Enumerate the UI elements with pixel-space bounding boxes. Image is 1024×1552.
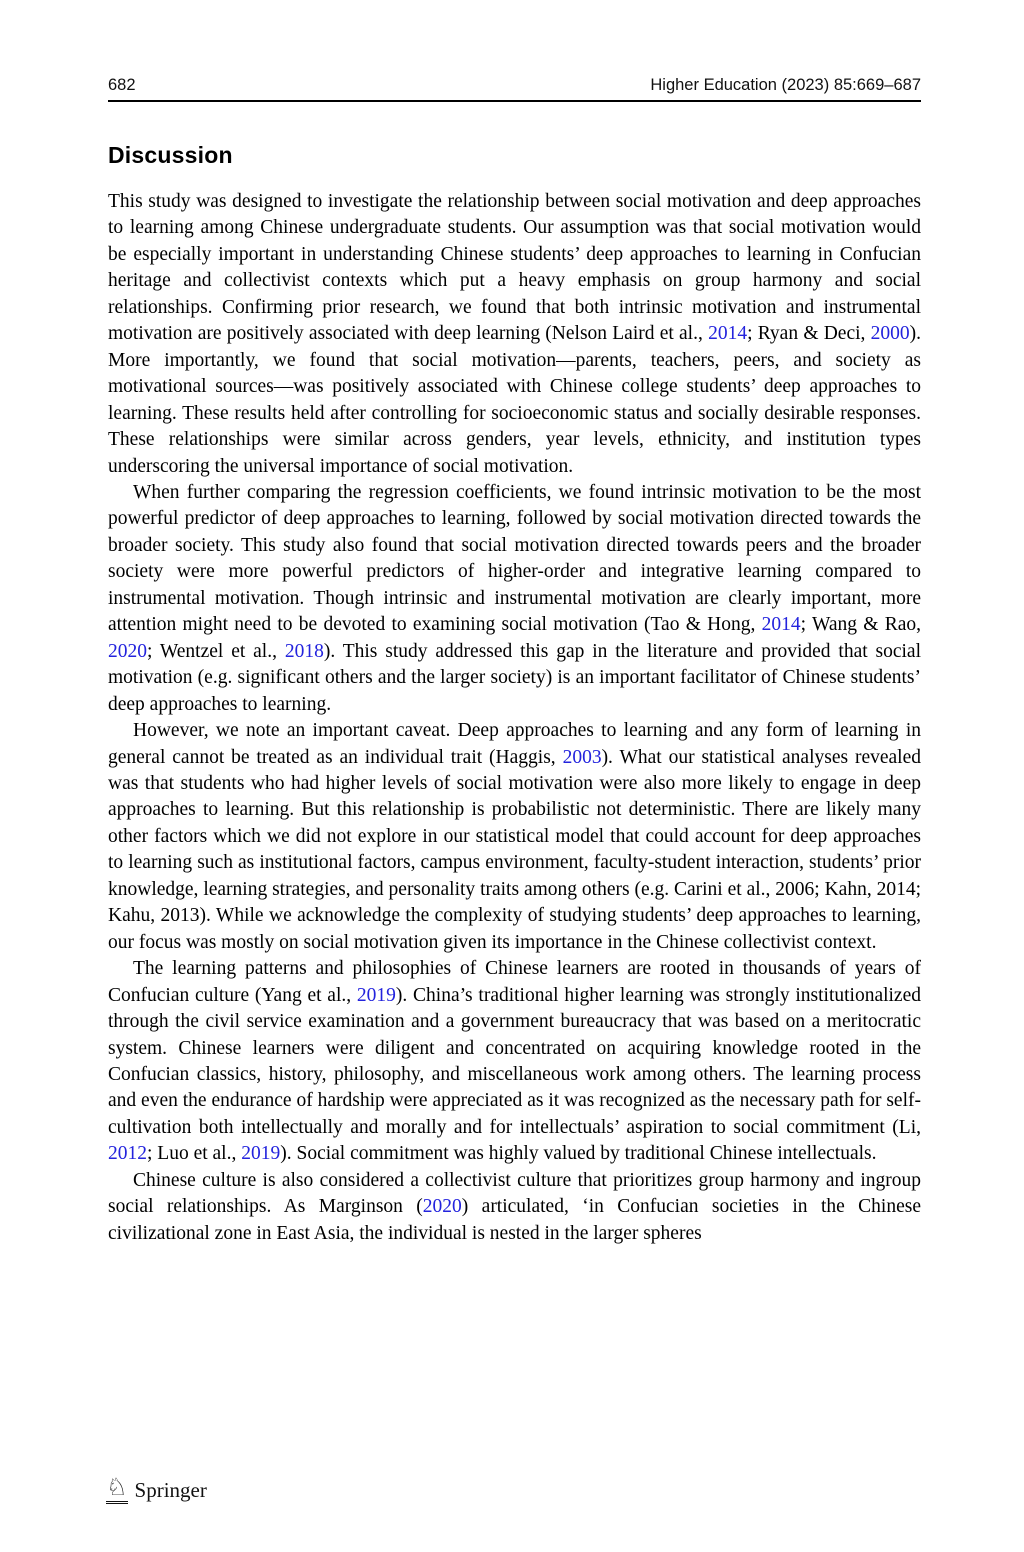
citation-link[interactable]: 2003 <box>562 746 602 768</box>
citation-link[interactable]: 2000 <box>870 323 910 345</box>
paragraph <box>108 480 921 718</box>
paragraph-text: However, we note an important caveat. Deep approaches to learning and any form of learning in general cannot be treated as an individual trait (Haggis, <box>108 720 921 768</box>
paragraph-text: The learning patterns and philosophies of Chinese learners are rooted in thousands of years of Confucian culture (Yang et al., <box>108 958 921 1006</box>
paragraph-text: ). China’s traditional higher learning was strongly institutionalized through the civil service examination and a government bureaucracy that was based on a meritocratic system. Chinese learners were diligent and concentrated on acquiring knowledge rooted in the Confucian classics, history, philosophy, and miscellaneous work among others. The learning process and even the endurance of hardship were appreciated as it was recognized as the necessary path for self-cultivation both intellectually and morally and for intellectuals’ aspiration to social commitment (Li, <box>108 984 921 1138</box>
page-header <box>108 76 921 95</box>
page-number: 682 <box>108 76 136 94</box>
paragraph-text: ; Luo et al., <box>147 1143 242 1165</box>
paragraph <box>108 1168 921 1247</box>
paragraph-text: ). More importantly, we found that social motivation—parents, teachers, peers, and society as motivational sources—was positively associated with Chinese college students’ deep approaches to learning. These results held after controlling for socioeconomic status and socially desirable responses. These relationships were similar across genders, year levels, ethnicity, and institution types underscoring the universal importance of social motivation. <box>108 323 921 477</box>
section-title: Discussion <box>108 142 233 169</box>
paragraph-text: This study was designed to investigate the relationship between social motivation and deep approaches to learning among Chinese undergraduate students. Our assumption was that social motivation would be especially important in understanding Chinese students’ deep approaches to learning in Confucian heritage and collectivist contexts which put a heavy emphasis on group harmony and social relationships. Confirming prior research, we found that both intrinsic motivation and instrumental motivation are positively associated with deep learning (Nelson Laird et al., <box>108 191 921 345</box>
citation-link[interactable]: 2014 <box>761 614 801 636</box>
paragraph-text: ; Wang & Rao, <box>800 614 921 636</box>
springer-horse-icon: ♘ <box>106 1476 128 1504</box>
paragraph-text: ; Ryan & Deci, <box>747 323 871 345</box>
paragraph-text: When further comparing the regression coefficients, we found intrinsic motivation to be the most powerful predictor of deep approaches to learning, followed by social motivation directed towards the broader society. This study also found that social motivation directed towards peers and the broader society were more powerful predictors of higher-order and integrative learning compared to instrumental motivation. Though intrinsic and instrumental motivation are clearly important, more attention might need to be devoted to examining social motivation (Tao & Hong, <box>108 481 921 636</box>
citation-link[interactable]: 2014 <box>708 323 748 345</box>
header-divider <box>108 100 921 102</box>
paragraph <box>108 189 921 480</box>
paragraph-text: ). What our statistical analyses revealed was that students who had higher levels of social motivation were also more likely to engage in deep approaches to learning. But this relationship is probabilistic not deterministic. There are likely many other factors which we did not explore in our statistical model that could account for deep approaches to learning such as institutional factors, campus environment, faculty-student interaction, students’ prior knowledge, learning strategies, and personality traits among others (e.g. Carini et al., 2006; Kahn, 2014; Kahu, 2013). While we acknowledge the complexity of studying students’ deep approaches to learning, our focus was mostly on social motivation given its importance in the Chinese collectivist context. <box>108 746 921 953</box>
citation-link[interactable]: 2020 <box>422 1196 462 1218</box>
citation-link[interactable]: 2018 <box>284 640 324 662</box>
paragraph-text: ). Social commitment was highly valued by traditional Chinese intellectuals. <box>280 1143 877 1165</box>
publisher-name: Springer <box>134 1477 207 1502</box>
paragraph-text: Chinese culture is also considered a collectivist culture that prioritizes group harmony and ingroup social relationships. As Marginson ( <box>108 1169 921 1218</box>
citation-link[interactable]: 2019 <box>356 984 396 1006</box>
paragraph-text: ; Wentzel et al., <box>147 640 285 662</box>
paragraph-text: ) articulated, ‘in Confucian societies in the Chinese civilizational zone in East Asia, the individual is nested in the larger spheres <box>108 1196 921 1244</box>
paragraph <box>108 956 921 1168</box>
citation-link[interactable]: 2020 <box>108 640 147 662</box>
article-body <box>108 189 921 1247</box>
journal-header: Higher Education (2023) 85:669–687 <box>650 76 921 94</box>
paragraph-text: ). This study addressed this gap in the literature and provided that social motivation (e.g. significant others and the larger society) is an important facilitator of Chinese students’ deep approaches to learning. <box>108 640 922 715</box>
citation-link[interactable]: 2019 <box>241 1143 281 1165</box>
publisher-footer <box>106 1476 207 1504</box>
citation-link[interactable]: 2012 <box>108 1143 147 1165</box>
paragraph <box>108 718 921 956</box>
